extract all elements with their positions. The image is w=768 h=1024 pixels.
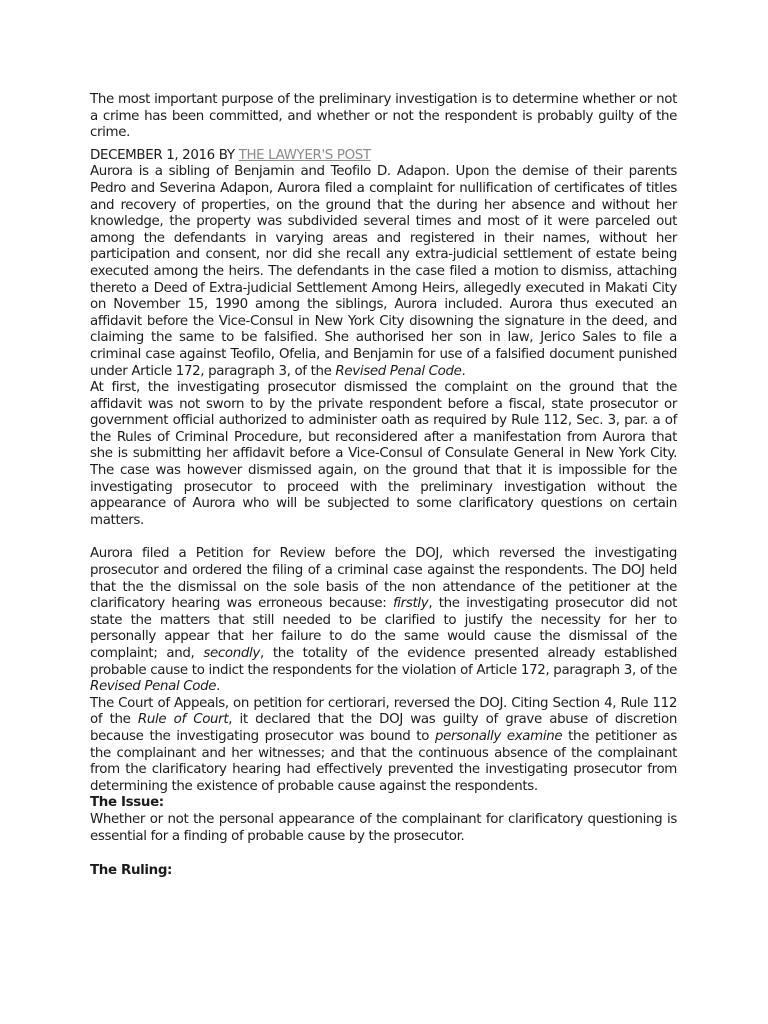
paragraph-spacer: [90, 529, 677, 546]
issue-heading: The Issue:: [90, 795, 164, 811]
byline-date: DECEMBER 1, 2016 BY: [90, 147, 239, 163]
paragraph-spacer: [90, 845, 677, 863]
article-body: [90, 92, 677, 880]
author-link[interactable]: THE LAWYER'S POST: [238, 147, 371, 163]
facts-paragraph-3: Aurora filed a Petition for Review before the DOJ, which reversed the investigating prosecutor and ordered the filing of a criminal case against the respondents. The DOJ held that the the dismissal on the sole basis of the non attendance of the petitioner at the clarificatory hearing was erroneous because: firstly, the investigating prosecutor did not state the matters that still needed to be clarified to justify the necessity for her to personally appear that her failure to do the same would cause the dismissal of the complaint; and, secondly, the totality of the evidence presented already established probable cause to indict the respondents for the violation of Article 172, paragraph 3, of the Revised Penal Code.: [90, 546, 677, 695]
ruling-heading: The Ruling:: [90, 863, 173, 879]
intro-paragraph: The most important purpose of the preliminary investigation is to determine whether or not a crime has been committed, and whether or not the respondent is probably guilty of the crime.: [90, 92, 677, 141]
facts-paragraph-2: At first, the investigating prosecutor dismissed the complaint on the ground that the affidavit was not sworn to by the private respondent before a fiscal, state prosecutor or government official authorized to administer oath as required by Rule 112, Sec. 3, par. a of the Rules of Criminal Procedure, but reconsidered after a manifestation from Aurora that she is submitting her affidavit before a Vice-Consul of Consulate General in New York City. The case was however dismissed again, on the ground that that it is impossible for the investigating prosecutor to proceed with the preliminary investigation without the appearance of Aurora who will be subjected to some clarificatory questions on certain matters.: [90, 380, 677, 528]
issue-paragraph: Whether or not the personal appearance of the complainant for clarificatory questioning is essential for a finding of probable cause by the prosecutor.: [90, 811, 677, 844]
facts-paragraph-1: Aurora is a sibling of Benjamin and Teofilo D. Adapon. Upon the demise of their parents Pedro and Severina Adapon, Aurora filed a complaint for nullification of certificates of titles and recovery of properties, on the ground that the during her absence and without her knowledge, the property was subdivided several times and most of it were parceled out among the defendants in varying areas and registered in their names, without her participation and consent, nor did she recall any extra-judicial settlement of estate being executed among the heirs. The defendants in the case filed a motion to dismiss, attaching thereto a Deed of Extra-judicial Settlement Among Heirs, allegedly executed in Makati City on November 15, 1990 among the siblings, Aurora included. Aurora thus executed an affidavit before the Vice-Consul in New York City disowning the signature in the deed, and claiming the same to be falsified. She authorised her son in law, Jerico Sales to file a criminal case against Teofilo, Ofelia, and Benjamin for use of a falsified document punished under Article 172, paragraph 3, of the Revised Penal Code.: [90, 164, 677, 379]
facts-paragraph-4: The Court of Appeals, on petition for certiorari, reversed the DOJ. Citing Section 4, Rule 112 of the Rule of Court, it declared that the DOJ was guilty of grave abuse of discretion because the investigating prosecutor was bound to personally examine the petitioner as the complainant and her witnesses; and that the continuous absence of the complainant from the clarificatory hearing had effectively prevented the investigating prosecutor from determining the existence of probable cause against the respondents.: [90, 695, 677, 794]
byline: [90, 148, 677, 165]
